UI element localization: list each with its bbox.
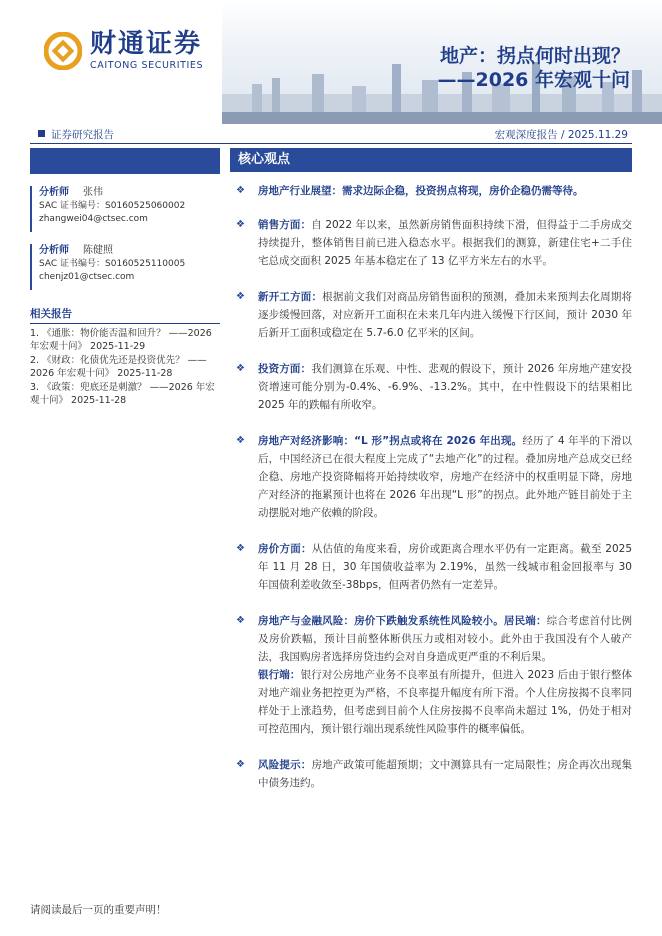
- diamond-bullet-icon: ❖: [236, 363, 245, 374]
- related-reports-list: [30, 327, 220, 407]
- related-report-item[interactable]: 3. 《政策：兜底还是刺激？ ——2026 年宏观十问》 2025-11-28: [30, 382, 215, 406]
- logo-english-name: CAITONG SECURITIES: [90, 60, 204, 71]
- title-line-2: ——2026 年宏观十问: [437, 69, 630, 91]
- caitong-logo-icon: [44, 32, 82, 70]
- analyst-email[interactable]: chenjz01@ctsec.com: [39, 272, 135, 282]
- report-title: [438, 44, 631, 92]
- report-category: [38, 127, 114, 142]
- analyst-name: 陈健照: [83, 245, 113, 256]
- section-heading: 风险提示：: [258, 759, 312, 771]
- analyst-card: [30, 186, 220, 232]
- analyst-sac-number: SAC 证书编号：S0160525110005: [39, 259, 186, 269]
- sidebar: [30, 148, 220, 408]
- disclaimer-footer: 请阅读最后一页的重要声明！: [30, 904, 167, 916]
- section-investment: [230, 360, 632, 414]
- section-text: 根据前文我们对商品房销售面积的预测，叠加未来预判去化周期将逐步缓慢回落，对应新开工面积在未来几年内进入缓慢下行区间，预计 2030 年后新开工面积或稳定在 5.7-6.0 亿平米的区间。: [258, 291, 633, 339]
- section-text: 经历了 4 年半的下滑以后，中国经济已在很大程度上完成了“去地产化”的过程。叠加房地产总成交已经企稳、房地产投资降幅将开始持续收窄，房地产在经济中的权重明显下降，房地产对经济的拖累预计也将在 2026 年出现“L 形”的拐点。此外地产链目前处于主动摆脱对地产依赖的阶段。: [258, 435, 633, 519]
- section-heading: 房地产对经济影响：“L 形”拐点或将在 2026 年出现。: [258, 435, 523, 447]
- section-text: 综合考虑首付比例及房价跌幅，预计目前整体断供压力或相对较小。此外由于我国没有个人破产法，我国购房者选择房贷违约会对自身造成更严重的不利后果。: [258, 615, 633, 663]
- section-text: 自 2022 年以来，虽然新房销售面积持续下滑，但得益于二手房成交持续提升，整体销售目前已进入稳态水平。根据我们的测算，新建住宅+二手住宅总成交面积 2025 年基本稳定在了 13 亿平方米左右的水平。: [258, 219, 632, 267]
- related-report-item[interactable]: 2. 《财政：化债优先还是投资优先？ ——2026 年宏观十问》 2025-11-28: [30, 355, 207, 379]
- diamond-bullet-icon: ❖: [236, 759, 245, 770]
- section-sales: [230, 216, 632, 270]
- diamond-bullet-icon: ❖: [236, 291, 245, 302]
- core-views-title: 核心观点: [230, 148, 632, 172]
- report-type-date: 宏观深度报告 / 2025.11.29: [494, 129, 628, 141]
- analyst-email[interactable]: zhangwei04@ctsec.com: [39, 214, 148, 224]
- analyst-name: 张伟: [83, 187, 103, 198]
- section-heading: 投资方面：: [258, 363, 312, 375]
- logo-chinese-name: 财通证券: [90, 29, 203, 59]
- section-new-starts: [230, 288, 632, 342]
- section-house-prices: [230, 540, 632, 594]
- related-report-item[interactable]: 1. 《通胀：物价能否温和回升？ ——2026 年宏观十问》 2025-11-29: [30, 328, 212, 352]
- square-bullet-icon: [38, 130, 45, 137]
- report-category-label: 证券研究报告: [51, 129, 114, 141]
- section-financial-risk: [230, 612, 632, 738]
- section-heading: 新开工方面：: [258, 291, 323, 303]
- section-economic-impact: [230, 432, 632, 522]
- sidebar-header-block: [30, 148, 220, 174]
- analyst-card: [30, 244, 220, 290]
- subheading-banks: 银行端：: [258, 669, 301, 681]
- diamond-bullet-icon: ❖: [236, 219, 245, 230]
- section-text: 从估值的角度来看，房价或距离合理水平仍有一定距离。截至 2025 年 11 月 28 日，30 年国债收益率为 2.19%，虽然一线城市租金回报率与 30 年国债利差收敛至-38bps，但两者仍然有一定差异。: [258, 543, 632, 591]
- report-header: [0, 0, 662, 124]
- section-text-2: 银行对公房地产业务不良率虽有所提升，但进入 2023 后由于银行整体对地产端业务把控更为严格，不良率提升幅度有所下滑。个人住房按揭不良率同样处于上涨趋势，但考虑到目前个人住房按揭不良率尚未超过 1%，仍处于相对可控范围内，预计银行端出现系统性风险事件的概率偏低。: [258, 669, 632, 735]
- core-views-list: [230, 182, 632, 792]
- diamond-bullet-icon: ❖: [236, 185, 245, 196]
- subheading-households: 居民端：: [503, 615, 547, 627]
- company-logo: [44, 30, 203, 71]
- section-text: 我们测算在乐观、中性、悲观的假设下，预计 2026 年房地产建安投资增速可能分别为-0.4%、-6.9%、-13.2%。其中，在中性假设下的结果相比 2025 年的跌幅有所收窄。: [258, 363, 632, 411]
- title-line-1: 地产：拐点何时出现？: [439, 45, 630, 67]
- section-heading: 销售方面：: [258, 219, 312, 231]
- section-heading: 房价方面：: [258, 543, 312, 555]
- core-views-panel: [230, 148, 632, 792]
- section-text: 房地产政策可能超预期；文中测算具有一定局限性；房企再次出现集中债务违约。: [258, 759, 633, 789]
- section-heading: 房地产与金融风险：房价下跌触发系统性风险较小。: [258, 615, 504, 627]
- diamond-bullet-icon: ❖: [236, 615, 245, 626]
- analyst-sac-number: SAC 证书编号：S0160525060002: [39, 201, 186, 211]
- section-risk-warning: [230, 756, 632, 792]
- section-heading: 房地产行业展望：需求边际企稳，投资拐点将现，房价企稳仍需等待。: [258, 185, 584, 197]
- report-type-bar: [30, 124, 632, 144]
- section-outlook: [230, 182, 632, 200]
- analyst-role: 分析师: [39, 187, 69, 198]
- diamond-bullet-icon: ❖: [236, 543, 245, 554]
- diamond-bullet-icon: ❖: [236, 435, 245, 446]
- related-reports-title: 相关报告: [30, 306, 220, 324]
- analyst-role: 分析师: [39, 245, 69, 256]
